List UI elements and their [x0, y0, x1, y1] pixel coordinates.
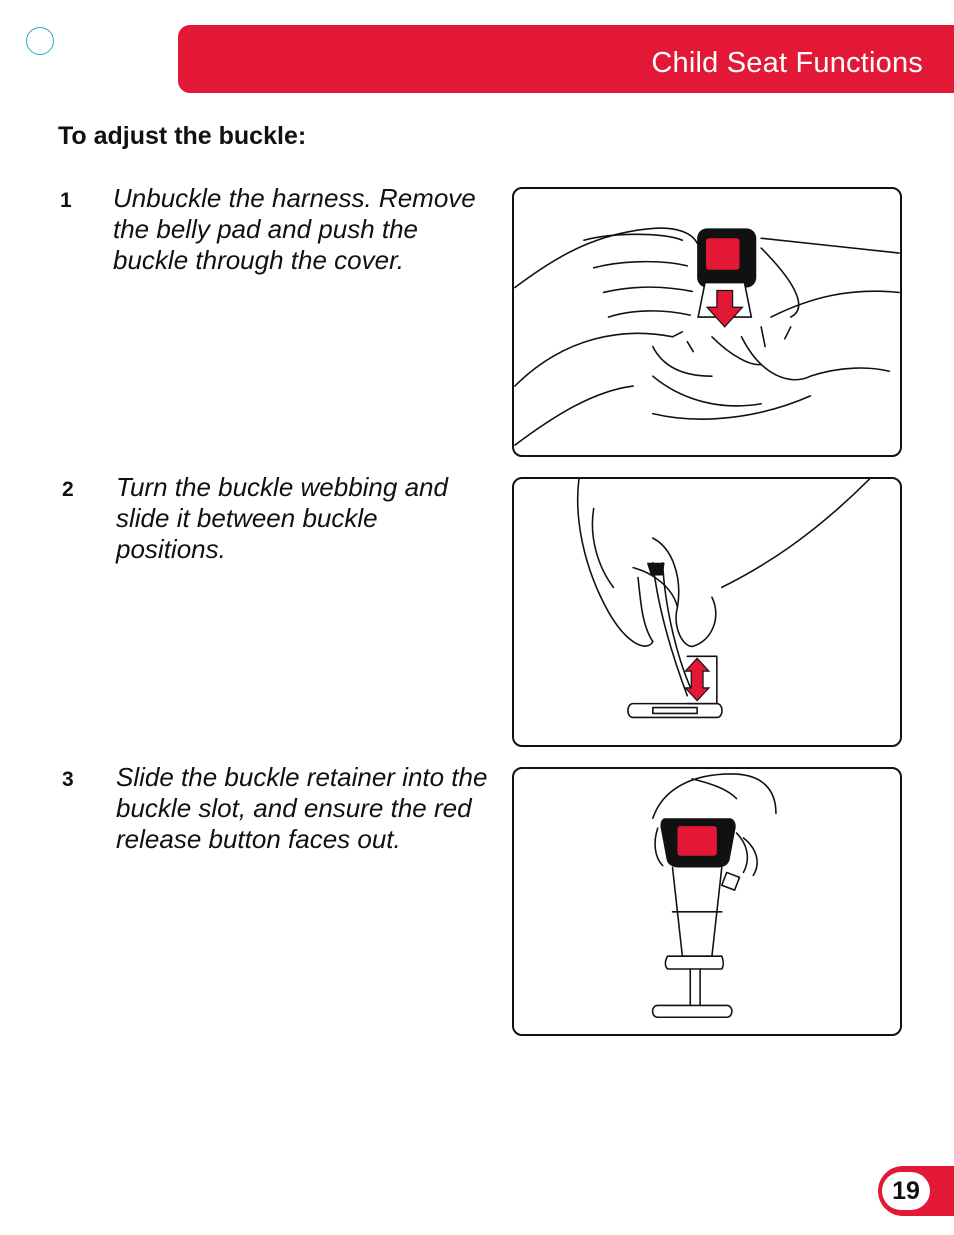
- page-number: 19: [882, 1172, 930, 1210]
- section-header-title: Child Seat Functions: [651, 47, 923, 79]
- step-text: Turn the buckle webbing and slide it between buckle positions.: [116, 472, 448, 564]
- header-bar: [178, 25, 954, 93]
- step-text: Unbuckle the harness. Remove the belly pad and push the buckle through the cover.: [113, 183, 476, 275]
- page-tab: [878, 1166, 954, 1216]
- step-number: 3: [62, 768, 74, 791]
- hand-inserting-retainer-icon: [514, 769, 900, 1034]
- registration-circle-icon: [26, 27, 54, 55]
- illustration-step-3: [512, 767, 902, 1036]
- illustration-step-2: [512, 477, 902, 747]
- step-number: 1: [60, 189, 72, 212]
- step-number: 2: [62, 478, 74, 501]
- illustration-step-1: [512, 187, 902, 457]
- step-text: Slide the buckle retainer into the buckle slot, and ensure the red release button faces out.: [116, 762, 488, 854]
- section-title: To adjust the buckle:: [58, 122, 307, 150]
- hands-pushing-buckle-icon: [514, 189, 900, 455]
- hand-sliding-webbing-icon: [514, 479, 900, 745]
